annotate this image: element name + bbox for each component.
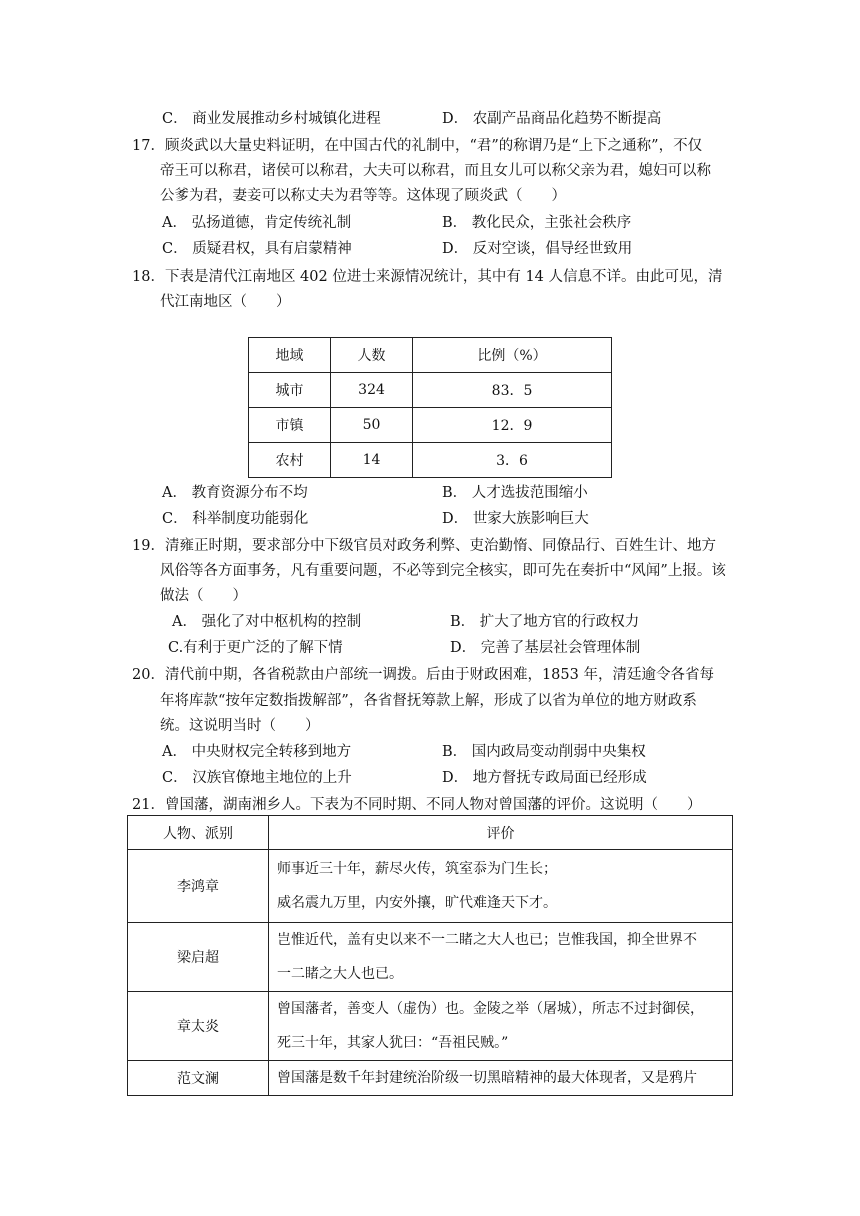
q17-option-c: C． 质疑君权，具有启蒙精神 — [162, 241, 352, 257]
q19-option-d: D． 完善了基层社会管理体制 — [450, 640, 641, 656]
table-header-row — [128, 816, 733, 850]
q18-stem-line-1: 18．下表是清代江南地区 402 位进士来源情况统计，其中有 14 人信息不详。由此可见，清 — [132, 269, 723, 285]
table-cell-evaluation — [269, 850, 733, 923]
table-cell: 324 — [331, 373, 413, 408]
q20-option-d: D． 地方督抚专政局面已经形成 — [442, 770, 647, 786]
evaluation-line: 曾国藩者，善变人（虚伪）也。金陵之举（屠城），所志不过封御侯， — [277, 1001, 704, 1017]
q20-option-b: B． 国内政局变动削弱中央集权 — [442, 744, 646, 760]
q17-stem-line-3: 公爹为君，妻妾可以称丈夫为君等等。这体现了顾炎武（ ） — [160, 188, 566, 204]
table-row — [249, 373, 612, 408]
q18-table — [248, 337, 612, 478]
table-cell: 城市 — [249, 373, 331, 408]
q16-option-c: C． 商业发展推动乡村城镇化进程 — [162, 111, 381, 127]
q17-option-a: A． 弘扬道德，肯定传统礼制 — [162, 215, 352, 231]
q21-stem: 21．曾国藩，湖南湘乡人。下表为不同时期、不同人物对曾国藩的评价。这说明（ ） — [132, 797, 702, 813]
table-row — [128, 850, 733, 923]
q17-stem-line-2: 帝王可以称君，诸侯可以称君，大夫可以称君，而且女儿可以称父亲为君，媳妇可以称 — [160, 163, 711, 179]
table-cell-person: 章太炎 — [128, 992, 269, 1061]
table-cell-person: 李鸿章 — [128, 850, 269, 923]
evaluation-line: 岂惟近代，盖有史以来不一二睹之大人也已；岂惟我国，抑全世界不 — [277, 932, 697, 948]
table-cell: 农村 — [249, 443, 331, 478]
q17-option-b: B． 教化民众，主张社会秩序 — [442, 215, 632, 231]
q19-stem-line-1: 19．清雍正时期，要求部分中下级官员对政务利弊、吏治勤惰、同僚品行、百姓生计、地方 — [132, 538, 716, 554]
q17-stem-line-1: 17．顾炎武以大量史料证明，在中国古代的礼制中，“君”的称谓乃是“上下之通称”，不仅 — [132, 138, 703, 154]
q18-option-c: C． 科举制度功能弱化 — [162, 511, 309, 527]
table-cell: 市镇 — [249, 408, 331, 443]
evaluation-line: 威名震九万里，内安外攘，旷代难逢天下才。 — [277, 895, 557, 911]
table-header-cell: 地域 — [249, 338, 331, 373]
table-header-cell: 评价 — [269, 816, 733, 850]
q19-option-c: C.有利于更广泛的了解下情 — [168, 640, 343, 656]
table-cell-evaluation — [269, 992, 733, 1061]
q19-option-a: A． 强化了对中枢机构的控制 — [172, 614, 362, 630]
table-row — [128, 1061, 733, 1096]
evaluation-line: 师事近三十年，薪尽火传，筑室忝为门生长； — [277, 861, 557, 877]
table-row — [128, 923, 733, 992]
table-header-cell: 人物、派别 — [128, 816, 269, 850]
q18-option-d: D． 世家大族影响巨大 — [442, 511, 589, 527]
table-cell: 14 — [331, 443, 413, 478]
table-header-row — [249, 338, 612, 373]
table-cell-evaluation — [269, 1061, 733, 1096]
q18-option-b: B． 人才选拔范围缩小 — [442, 485, 588, 501]
q19-option-b: B． 扩大了地方官的行政权力 — [450, 614, 640, 630]
q19-stem-line-3: 做法（ ） — [160, 588, 247, 604]
q20-option-c: C． 汉族官僚地主地位的上升 — [162, 770, 352, 786]
table-header-cell: 比例（%） — [413, 338, 612, 373]
table-cell: 83．5 — [413, 373, 612, 408]
table-cell: 50 — [331, 408, 413, 443]
q16-option-d: D． 农副产品商品化趋势不断提高 — [442, 111, 662, 127]
table-row — [128, 992, 733, 1061]
table-cell-person: 梁启超 — [128, 923, 269, 992]
q17-option-d: D． 反对空谈，倡导经世致用 — [442, 241, 633, 257]
q20-stem-line-3: 统。这说明当时（ ） — [160, 718, 320, 734]
q19-stem-line-2: 风俗等各方面事务，凡有重要问题，不必等到完全核实，即可先在奏折中“风闻”上报。该 — [160, 563, 726, 579]
q20-option-a: A． 中央财权完全转移到地方 — [162, 744, 352, 760]
table-cell: 3．6 — [413, 443, 612, 478]
q18-stem-line-2: 代江南地区（ ） — [160, 294, 291, 310]
evaluation-line: 死三十年，其家人犹曰：“吾祖民贼。” — [277, 1035, 509, 1051]
table-header-cell: 人数 — [331, 338, 413, 373]
evaluation-line: 曾国藩是数千年封建统治阶级一切黑暗精神的最大体现者，又是鸦片 — [277, 1070, 697, 1086]
table-row — [249, 408, 612, 443]
table-cell-evaluation — [269, 923, 733, 992]
q20-stem-line-2: 年将库款“按年定数指拨解部”，各省督抚筹款上解，形成了以省为单位的地方财政系 — [160, 693, 697, 709]
table-row — [249, 443, 612, 478]
q21-table — [127, 815, 733, 1096]
table-cell: 12．9 — [413, 408, 612, 443]
table-cell-person: 范文澜 — [128, 1061, 269, 1096]
evaluation-line: 一二睹之大人也已。 — [277, 966, 403, 982]
q18-option-a: A． 教育资源分布不均 — [162, 485, 308, 501]
q20-stem-line-1: 20．清代前中期，各省税款由户部统一调拨。后由于财政困难，1853 年，清廷逾令各省每 — [132, 667, 714, 683]
